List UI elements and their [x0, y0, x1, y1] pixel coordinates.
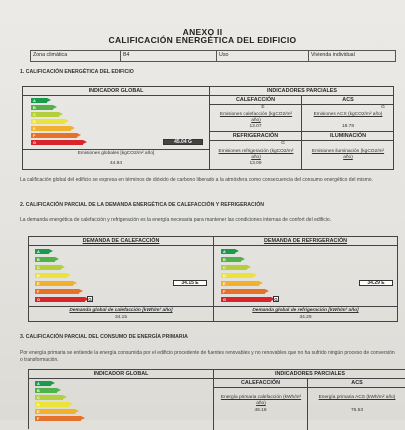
heating-scale-bar-g: G: [35, 297, 85, 302]
heating-demand-header: DEMANDA DE CALEFACCIÓN: [82, 238, 160, 244]
cooling-demand-footer: Demanda global de refrigeración [kWh/m² año]: [252, 308, 359, 313]
cooling-letter: G: [281, 141, 285, 146]
cooling-demand-header: DEMANDA DE REFRIGERACIÓN: [263, 238, 348, 244]
info-row: [30, 50, 396, 62]
acs-energy-label: Energía primaria ACS (kWh/m² año): [318, 395, 396, 400]
cooling-scale-bar-g: G: [221, 297, 271, 302]
section3-heading: 3. CALIFICACIÓN PARCIAL DEL CONSUMO DE ENERGÍA PRIMARIA: [20, 334, 188, 340]
lighting-emissions-label: Emisiones iluminación (kgCO2/m² año): [311, 149, 385, 160]
cooling-scale-bar-a: A: [221, 249, 235, 254]
global-emissions-label: Emisiones globales [kgCO2/m² año]: [77, 151, 155, 156]
section2-intro: La demanda energética de calefacción y refrigeración es la energía necesaria para mantener las condiciones internas de confort del edificio.: [20, 217, 332, 223]
partial-indicators-header-3: INDICADORES PARCIALES: [275, 371, 345, 377]
heating-letter: E: [261, 105, 265, 110]
page-title: CALIFICACIÓN ENERGÉTICA DEL EDIFICIO: [108, 35, 297, 45]
heating-emissions-value: 13.07: [249, 124, 262, 129]
heating-scale-bar-d: D: [35, 273, 67, 278]
energy-scale-bar-a: A: [35, 381, 51, 386]
cooling-demand-value: 34.29: [299, 315, 312, 320]
acs-label-3: ACS: [351, 380, 363, 386]
cooling-scale-bar-b: B: [221, 257, 241, 262]
section1-table: [22, 86, 394, 170]
scale-bar-c: C: [31, 112, 59, 117]
acs-energy-value: 76.53: [350, 408, 363, 413]
use-label: Uso: [217, 51, 309, 61]
scale-bar-b: B: [31, 105, 53, 110]
annex-title: ANEXO II: [182, 27, 223, 37]
heating-scale-endcap: G: [88, 296, 92, 302]
energy-scale-bar-e: E: [35, 409, 75, 414]
global-rating-marker: 45.04 G: [163, 139, 203, 145]
scale-bar-d: D: [31, 119, 65, 124]
energy-scale-bar-d: D: [35, 402, 69, 407]
zone-label: Zona climática: [31, 51, 121, 61]
heating-demand-value: 34.15: [114, 315, 127, 320]
scale-bar-g: G: [31, 140, 83, 145]
partial-indicators-header: INDICADORES PARCIALES: [267, 88, 337, 94]
acs-emissions-value: 18.78: [341, 124, 354, 129]
heating-demand-footer: Demanda global de calefacción [kWh/m² año]: [69, 308, 173, 313]
heating-scale-bar-e: E: [35, 281, 73, 286]
zone-value: B4: [121, 51, 217, 61]
section1-note: La calificación global del edificio se expresa en términos de dióxido de carbono liberado a la atmósfera como consecuencia del consumo energético del mismo.: [20, 177, 373, 183]
heating-label-3: CALEFACCIÓN: [241, 380, 280, 386]
cooling-scale-bar-c: C: [221, 265, 247, 270]
section1-heading: 1. CALIFICACIÓN ENERGÉTICA DEL EDIFICIO: [20, 69, 134, 75]
section2-table: [28, 236, 398, 322]
scale-bar-a: A: [31, 98, 47, 103]
global-indicator-header: INDICADOR GLOBAL: [88, 88, 144, 94]
cooling-scale-bar-e: E: [221, 281, 259, 286]
heating-demand-marker: 34.15 E: [173, 280, 207, 286]
section3-intro: Por energía primaria se entiende la energía consumida por el edificio procedente de fuentes renovables y no renovables que no ha sufrido ningún proceso de conversión o transformación.: [20, 350, 395, 363]
heating-emissions-label: Emisiones calefacción (kgCO2/m² año): [219, 112, 293, 123]
heating-label: CALEFACCIÓN: [236, 97, 275, 103]
cooling-scale-endcap: G: [274, 296, 278, 302]
cooling-demand-marker: 34.29 E: [359, 280, 393, 286]
acs-label: ACS: [342, 97, 354, 103]
heating-scale-bar-a: A: [35, 249, 49, 254]
heating-scale-bar-c: C: [35, 265, 61, 270]
acs-letter: G: [381, 105, 385, 110]
global-emissions-value: 44.94: [109, 161, 122, 166]
acs-emissions-label: Emisiones ACS (kgCO2/m² año): [313, 112, 383, 117]
cooling-scale-bar-d: D: [221, 273, 253, 278]
cooling-emissions-label: Emisiones refrigeración (kgCO2/m² año): [218, 149, 294, 160]
section3-table: [28, 369, 405, 429]
energy-scale-bar-c: C: [35, 395, 63, 400]
energy-scale-bar-f: F: [35, 416, 81, 421]
heating-scale-bar-b: B: [35, 257, 55, 262]
scale-bar-f: F: [31, 133, 77, 138]
global-indicator-header-3: INDICADOR GLOBAL: [93, 371, 149, 377]
cooling-emissions-value: 13.09: [249, 161, 262, 166]
lighting-label: ILUMINACIÓN: [330, 133, 366, 139]
heating-energy-value: 49.18: [254, 408, 267, 413]
heating-energy-label: Energía primaria calefacción (kWh/m² año): [220, 395, 302, 406]
scale-bar-e: E: [31, 126, 71, 131]
use-value: Vivienda individual: [311, 52, 355, 58]
energy-scale-bar-b: B: [35, 388, 57, 393]
heating-scale-bar-f: F: [35, 289, 79, 294]
cooling-scale-bar-f: F: [221, 289, 265, 294]
section2-heading: 2. CALIFICACIÓN PARCIAL DE LA DEMANDA ENERGÉTICA DE CALEFACCIÓN Y REFRIGERACIÓN: [20, 202, 265, 208]
cooling-label: REFRIGERACIÓN: [232, 133, 279, 139]
